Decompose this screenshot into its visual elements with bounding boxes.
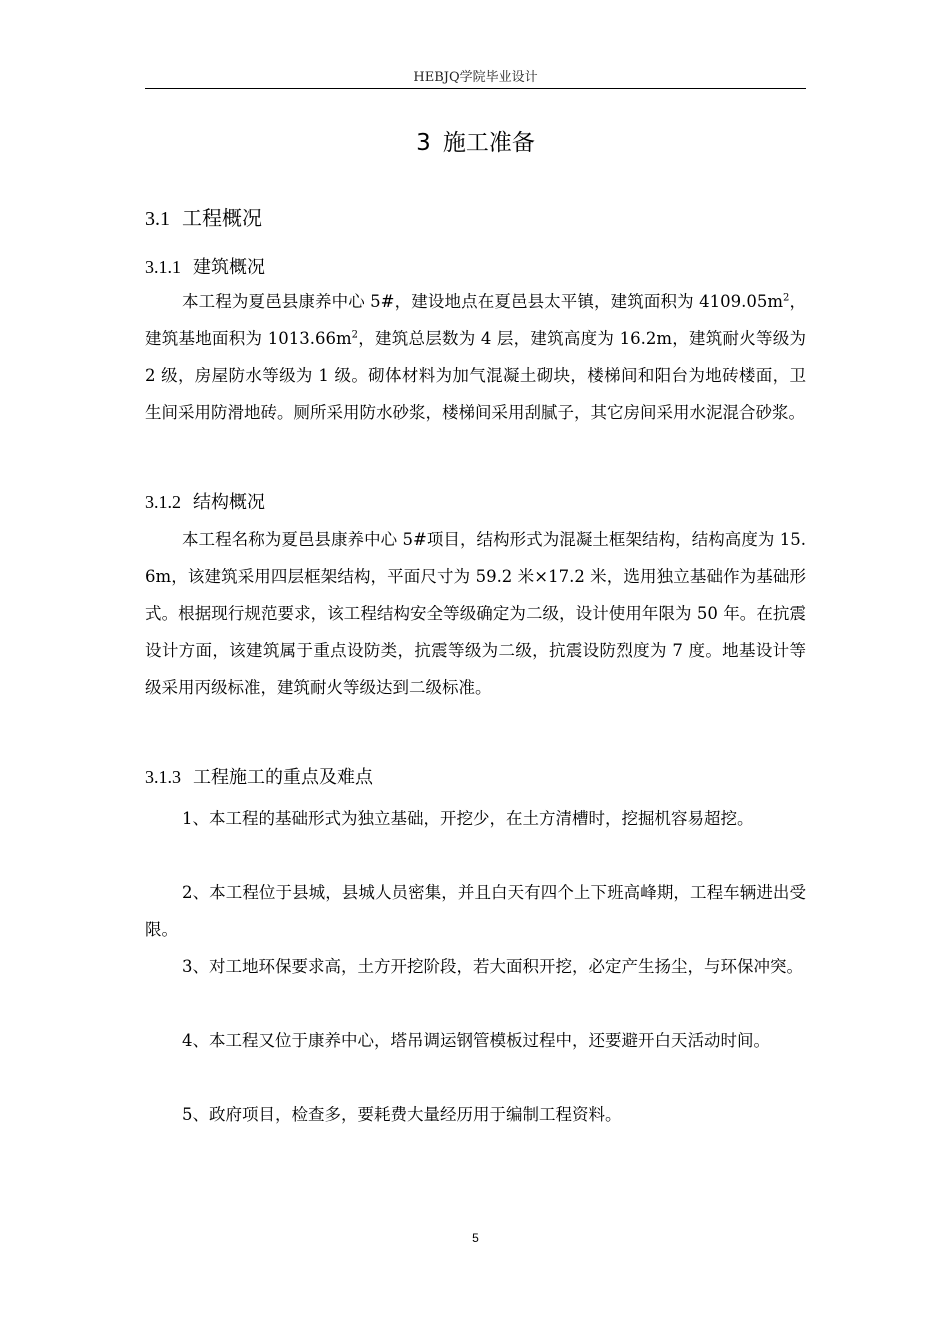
paragraph-structure-overview: 本工程名称为夏邑县康养中心 5#项目，结构形式为混凝土框架结构，结构高度为 15.6m，该建筑采用四层框架结构，平面尺寸为 59.2 米×17.2 米，选用独立基础作为基础形式。根据现行规范要求，该工程结构安全等级确定为二级，设计使用年限为 50 年。在抗震设计方面，该建筑属于重点设防类，抗震等级为二级，抗震设防烈度为 7 度。地基设计等级采用丙级标准，建筑耐火等级达到二级标准。 [145,530,806,697]
section-title: 结构概况 [193,492,265,513]
section-number: 3.1.1 [145,257,181,277]
section-title: 工程施工的重点及难点 [193,767,373,788]
chapter-title [145,124,806,157]
page-header: HEBJQ学院毕业设计 [413,70,538,85]
section-heading-3-1-1 [145,253,265,279]
section-title: 工程概况 [182,206,262,230]
section-heading-3-1-3 [145,763,373,789]
header-rule [145,88,806,89]
paragraph-building-overview: 本工程为夏邑县康养中心 5#，建设地点在夏邑县太平镇，建筑面积为 $4109.05m^2$，建筑基地面积为 $1013.66m^2$，建筑总层数为 4 层，建筑高度为 16.2m，建筑耐火等级为 2 级，房屋防水等级为 1 级。砌体材料为加气混凝土砌块，楼梯间和阳台为地砖楼面，卫生间采用防滑地砖。厕所采用防水砂浆，楼梯间采用刮腻子，其它房间采用水泥混合砂浆。 [145,292,806,422]
section-heading-3-1 [145,202,262,231]
section-number: 3.1.2 [145,492,181,512]
list-item: 1、本工程的基础形式为独立基础，开挖少，在土方清槽时，挖掘机容易超挖。 [182,809,754,828]
list-item: 5、政府项目，检查多，要耗费大量经历用于编制工程资料。 [182,1105,622,1124]
list-item: 4、本工程又位于康养中心，塔吊调运钢管模板过程中，还要避开白天活动时间。 [182,1031,770,1050]
section-title: 建筑概况 [193,257,265,278]
list-item: 3、对工地环保要求高，土方开挖阶段，若大面积开挖，必定产生扬尘，与环保冲突。 [182,957,803,976]
list-item: 2、本工程位于县城，县城人员密集，并且白天有四个上下班高峰期，工程车辆进出受限。 [145,883,806,939]
section-number: 3.1 [145,208,170,230]
chapter-number: 3 [416,130,431,156]
section-heading-3-1-2 [145,488,265,514]
page-number: 5 [472,1231,479,1245]
chapter-title-text: 施工准备 [442,130,535,156]
section-number: 3.1.3 [145,767,181,787]
